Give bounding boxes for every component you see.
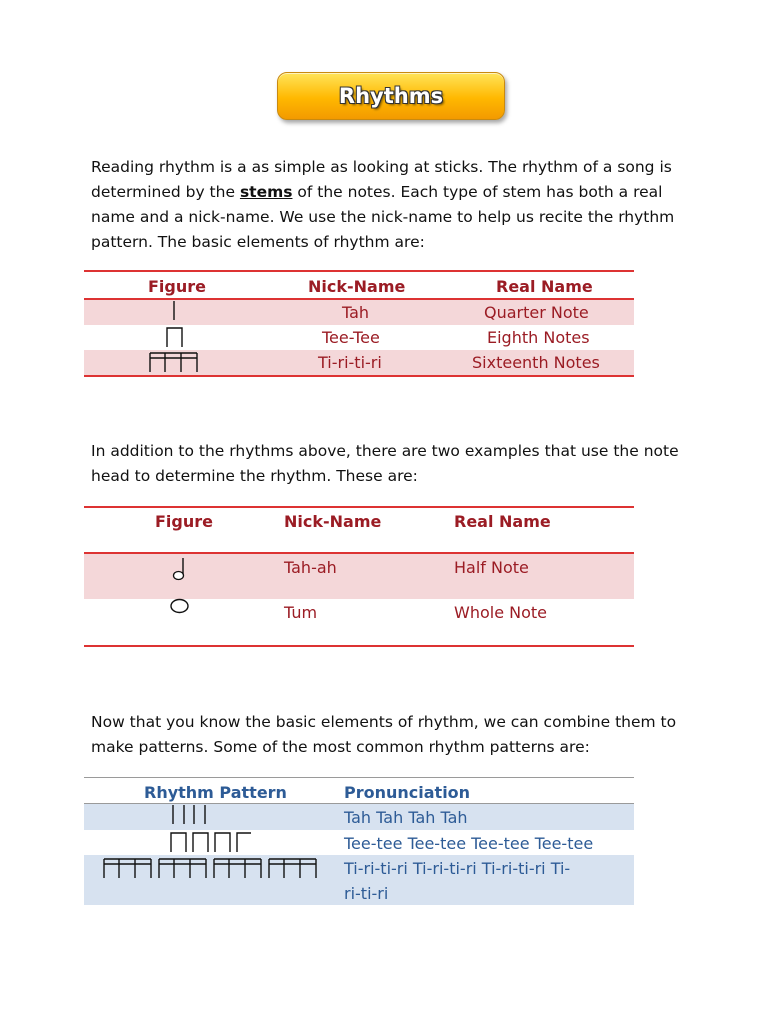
intro-paragraph <box>91 155 711 255</box>
table1-row1-realname: Quarter Note <box>484 303 589 322</box>
intro-emphasis: stems <box>239 183 293 201</box>
table3-row1-pronunciation: Tah Tah Tah Tah <box>344 808 468 827</box>
table-row <box>84 554 634 599</box>
four-sixteenth-groups-icon <box>102 856 320 880</box>
table3-header-pattern: Rhythm Pattern <box>144 783 287 802</box>
table3-row3-pronunciation-line2: ri-ti-ri <box>344 884 389 903</box>
quarter-note-stem-icon <box>170 300 180 322</box>
four-eighth-pairs-icon <box>168 830 254 854</box>
paragraph-3: Now that you know the basic elements of rhythm, we can combine them to make patterns. Some of the most common rhythm patterns are: <box>91 713 677 756</box>
table2-row1-nickname: Tah-ah <box>284 558 337 577</box>
table2-header-realname: Real Name <box>454 512 551 531</box>
table2-top-rule <box>84 506 634 508</box>
table3-row2-pronunciation: Tee-tee Tee-tee Tee-tee Tee-tee <box>344 834 594 853</box>
table1-header-nickname: Nick-Name <box>308 277 406 296</box>
table1-header-figure: Figure <box>148 277 206 296</box>
table3-top-rule <box>84 777 634 778</box>
half-note-icon <box>170 556 190 582</box>
table3-row3-pronunciation-line1: Ti-ri-ti-ri Ti-ri-ti-ri Ti-ri-ti-ri Ti- <box>344 859 571 878</box>
table2-row2-nickname: Tum <box>284 603 318 622</box>
table2-header-nickname: Nick-Name <box>284 512 382 531</box>
page-title: Rhythms <box>338 84 444 108</box>
intro-text-after: of the notes. Each type of stem has both a real name and a nick-name. We use the nick-name to help us recite the rhythm pattern. The basic elements of rhythm are: <box>91 183 675 251</box>
paragraph-2: In addition to the rhythms above, there are two examples that use the note head to determine the rhythm. These are: <box>91 442 679 485</box>
table2-bottom-rule <box>84 645 634 647</box>
whole-note-icon <box>169 598 191 616</box>
table1-row2-nickname: Tee-Tee <box>322 328 380 347</box>
intro-text-before: Reading rhythm is a as simple as looking at sticks. The rhythm of a song is determined by the <box>91 158 672 201</box>
eighth-notes-stems-icon <box>164 325 186 349</box>
table2-header-figure: Figure <box>155 512 213 531</box>
table2-row1-realname: Half Note <box>454 558 529 577</box>
table1-top-rule <box>84 270 634 272</box>
table2-row2-realname: Whole Note <box>454 603 547 622</box>
four-quarter-notes-icon <box>170 804 210 826</box>
sixteenth-notes-stems-icon <box>148 350 202 374</box>
table1-row1-nickname: Tah <box>342 303 370 322</box>
table1-row3-realname: Sixteenth Notes <box>472 353 600 372</box>
table1-header-realname: Real Name <box>496 277 593 296</box>
table1-bottom-rule <box>84 375 634 377</box>
table1-row3-nickname: Ti-ri-ti-ri <box>318 353 382 372</box>
table3-header-pronunciation: Pronunciation <box>344 783 471 802</box>
table1-row2-realname: Eighth Notes <box>487 328 590 347</box>
page-title-badge <box>277 72 505 120</box>
